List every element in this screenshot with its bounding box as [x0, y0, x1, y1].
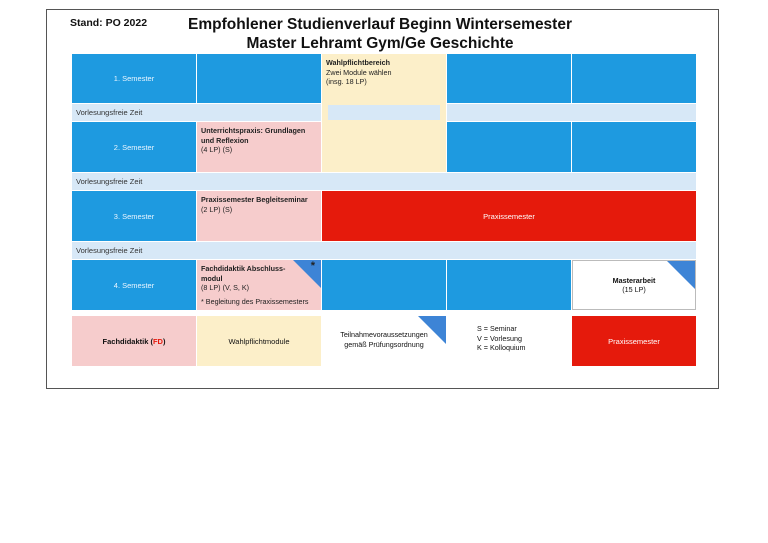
masterarbeit-title: Masterarbeit — [612, 275, 656, 285]
legend-wahlpflicht: Wahlpflichtmodule — [197, 316, 321, 366]
praxis-begleitseminar-module — [197, 191, 321, 241]
prerequisite-triangle-icon — [293, 260, 321, 288]
semester-3-label: 3. Semester — [72, 191, 196, 241]
break-3-label: Vorlesungsfreie Zeit — [72, 242, 696, 259]
legend-triangle-icon — [418, 316, 446, 344]
masterarbeit-triangle-icon — [667, 261, 695, 289]
title-line-2: Master Lehramt Gym/Ge Geschichte — [246, 35, 514, 52]
wahlpflicht-desc: Zwei Module wählen — [326, 67, 392, 77]
legend-abbr-v: V = Vorlesung — [477, 333, 522, 343]
page-title — [170, 15, 590, 53]
break-1-label: Vorlesungsfreie Zeit — [72, 104, 321, 121]
semester-2-cell-5 — [572, 122, 696, 172]
wahlpflicht-lp: (insg. 18 LP) — [326, 77, 367, 86]
semester-1-label: 1. Semester — [72, 54, 196, 103]
legend-teilnahme — [322, 316, 446, 366]
praxis-begleitseminar-title: Praxissemester Begleitseminar — [201, 195, 308, 204]
break-1-inner — [328, 105, 440, 120]
unterrichtspraxis-module — [197, 122, 321, 172]
semester-1-cell-4 — [447, 54, 571, 103]
legend-teilnahme-line2: gemäß Prüfungsordnung — [344, 340, 424, 349]
legend-fd-suffix: ) — [162, 336, 166, 346]
break-2-label: Vorlesungsfreie Zeit — [72, 173, 696, 190]
break-1-right — [447, 104, 696, 121]
semester-2-cell-4 — [447, 122, 571, 172]
legend-abbreviations — [477, 324, 571, 364]
fachdidaktik-note: * Begleitung des Praxissemesters — [201, 296, 309, 306]
fachdidaktik-title: Fachdidaktik Abschluss-modul — [201, 264, 286, 283]
masterarbeit-module — [572, 260, 696, 310]
unterrichtspraxis-title: Unterrichtspraxis: Grundlagen und Reflexion — [201, 126, 306, 145]
legend-teilnahme-line1: Teilnahmevoraussetzungen — [340, 330, 428, 339]
legend-fachdidaktik — [72, 316, 196, 366]
legend-abbr-k: K = Kolloquium — [477, 343, 526, 352]
semester-2-label: 2. Semester — [72, 122, 196, 172]
praxissemester-block: Praxissemester — [322, 191, 696, 241]
semester-1-cell-2 — [197, 54, 321, 103]
fachdidaktik-lp: (8 LP) (V, S, K) — [201, 283, 250, 292]
legend-praxissemester: Praxissemester — [572, 316, 696, 366]
legend-abbr-s: S = Seminar — [477, 324, 517, 333]
unterrichtspraxis-lp: (4 LP) (S) — [201, 145, 233, 154]
semester-4-cell-4 — [447, 260, 571, 310]
praxis-begleitseminar-lp: (2 LP) (S) — [201, 204, 233, 214]
semester-4-cell-3 — [322, 260, 446, 310]
fachdidaktik-abschlussmodul — [197, 260, 321, 310]
title-line-1: Empfohlener Studienverlauf Beginn Wintersemester — [188, 16, 572, 33]
semester-1-cell-5 — [572, 54, 696, 103]
stand-label: Stand: PO 2022 — [70, 17, 148, 29]
wahlpflicht-title: Wahlpflichtbereich — [326, 58, 391, 67]
star-marker: * — [310, 260, 315, 272]
legend-fd-prefix: Fachdidaktik ( — [102, 336, 153, 346]
masterarbeit-lp: (15 LP) — [622, 285, 646, 294]
semester-4-label: 4. Semester — [72, 260, 196, 310]
legend-fd-abbr: FD — [152, 336, 163, 346]
